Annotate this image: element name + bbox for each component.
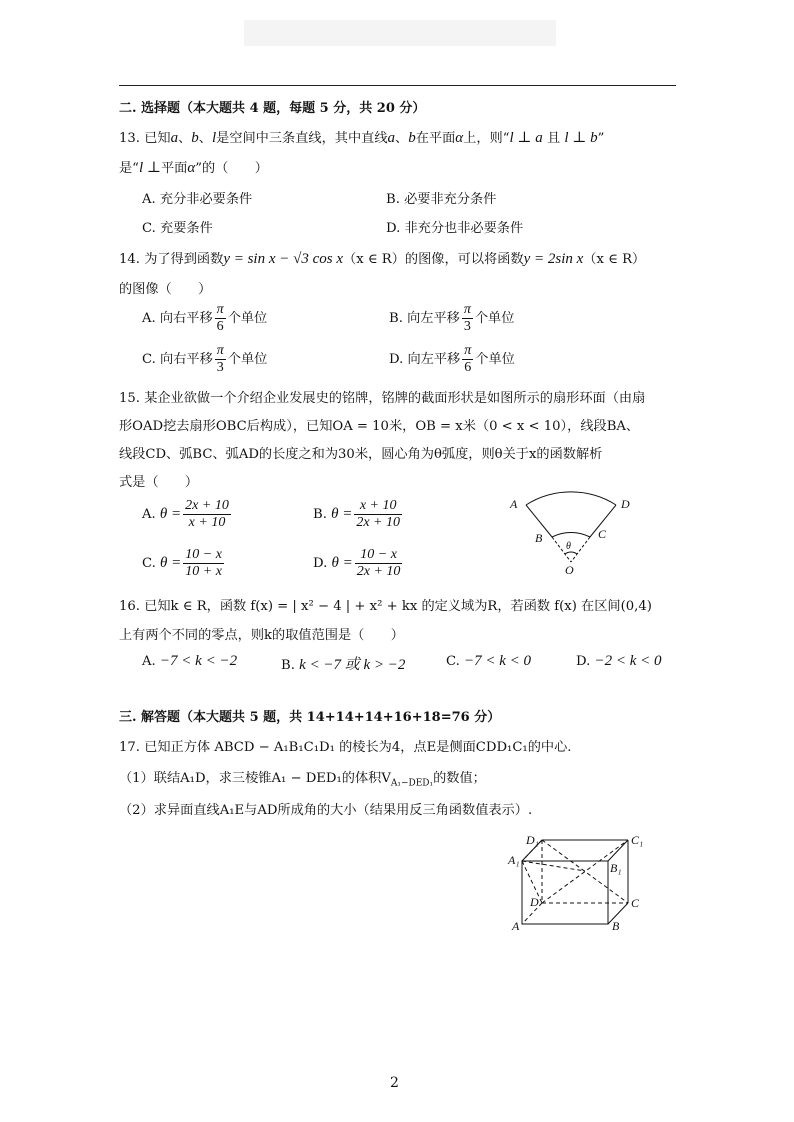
q13-var-alpha: α <box>187 160 196 176</box>
q13-sep: 、 <box>198 131 212 146</box>
q13-var-l: l <box>211 130 217 146</box>
option-label: D. <box>386 221 401 236</box>
fraction-denominator: 2x + 10 <box>356 564 401 579</box>
q13-var-b: b <box>408 130 416 146</box>
q14-text: 为了得到函数 <box>144 252 224 267</box>
option-label: B. <box>313 507 327 522</box>
q15-option-d[interactable] <box>313 547 404 580</box>
q13-option-d[interactable] <box>386 217 523 236</box>
q13-var-a: a <box>387 130 396 146</box>
q14-text: 的图像，可以将函数 <box>404 252 524 267</box>
arc-bc <box>552 532 590 537</box>
question-17-part1 <box>119 767 486 789</box>
q17-text: 已知正方体 ABCD − A₁B₁C₁D₁ 的棱长为4，点E是侧面CDD₁C₁的中心. <box>144 740 572 755</box>
option-text: −2 < k < 0 <box>594 653 662 669</box>
label-C: C <box>631 896 640 910</box>
fraction <box>462 302 473 335</box>
fraction-denominator: 2x + 10 <box>356 515 401 530</box>
q13-text: ” <box>597 131 605 146</box>
fraction <box>183 547 224 580</box>
fraction-denominator: 10 + x <box>185 564 222 579</box>
q14-option-c[interactable] <box>142 343 267 376</box>
option-text: 向右平移 <box>160 352 213 367</box>
q17-part1-end: 的数值； <box>433 771 486 786</box>
option-text: 非充分也非必要条件 <box>404 221 524 236</box>
q16-option-a[interactable] <box>142 653 237 670</box>
option-label: B. <box>281 658 295 673</box>
option-label: D. <box>313 556 328 571</box>
q14-formula1: y = sin x − √3 cos x <box>223 251 344 267</box>
q13-option-b[interactable] <box>386 188 496 207</box>
label-C1: C₁ <box>631 833 644 847</box>
q16-option-c[interactable] <box>446 653 531 670</box>
fraction-numerator: π <box>463 302 471 317</box>
option-label: C. <box>142 352 156 367</box>
question-14-line1 <box>119 248 645 268</box>
q15-option-c[interactable] <box>142 547 226 580</box>
q13-text: 在平面 <box>415 131 456 146</box>
q16-option-b[interactable] <box>281 653 405 674</box>
arc-ad <box>526 492 616 505</box>
edge-c1b1 <box>608 840 628 861</box>
question-13-line1 <box>119 127 604 147</box>
q14-option-a[interactable] <box>142 302 267 335</box>
fraction-denominator: 6 <box>216 319 224 334</box>
radius-oc <box>571 537 590 562</box>
option-text: 充要条件 <box>160 221 213 236</box>
sector-ring-figure <box>500 480 650 580</box>
label-A: A <box>510 497 518 511</box>
q13-and: 且 <box>542 131 565 146</box>
question-16-line1 <box>119 595 652 614</box>
q14-domain1: （x ∈ R） <box>343 252 405 267</box>
q13-text: 上，则“ <box>463 131 510 146</box>
option-lhs: θ = <box>331 506 353 522</box>
option-text: 个单位 <box>474 311 515 326</box>
segment-a1e <box>522 861 585 871</box>
q13-option-a[interactable] <box>142 188 252 207</box>
q15-option-a[interactable] <box>142 498 233 531</box>
question-15-line4: 式是（ ） <box>119 475 199 490</box>
fraction-numerator: 10 − x <box>185 547 222 562</box>
fraction <box>183 498 231 531</box>
label-O: O <box>565 563 574 577</box>
label-A: A <box>512 919 520 933</box>
option-text: 向右平移 <box>159 311 213 326</box>
section-title-choice: 二. 选择题（本大题共 4 题，每题 5 分，共 20 分） <box>119 101 426 116</box>
label-B: B <box>612 919 620 933</box>
fraction-numerator: π <box>216 302 224 317</box>
option-text: 向左平移 <box>407 352 461 367</box>
section-title-answer: 三. 解答题（本大题共 5 题，共 14+14+14+16+18=76 分） <box>119 710 501 725</box>
option-text: 必要非充分条件 <box>404 192 497 207</box>
q13-sep: 、 <box>395 131 409 146</box>
q16-number: 16. <box>119 599 140 614</box>
fraction-denominator: 3 <box>463 319 471 334</box>
option-text: k < −7 或 k > −2 <box>299 657 406 673</box>
option-label: C. <box>142 221 156 236</box>
option-label: A. <box>142 654 156 669</box>
q17-number: 17. <box>119 740 140 755</box>
option-label: A. <box>142 311 156 326</box>
angle-arc <box>565 552 577 554</box>
q13-option-c[interactable] <box>142 217 213 236</box>
q14-formula2: y = 2sin x <box>523 251 584 267</box>
label-C: C <box>598 527 607 541</box>
cube-figure <box>500 826 660 936</box>
label-D1: D₁ <box>526 833 539 847</box>
page-number: 2 <box>390 1075 399 1091</box>
q15-number: 15. <box>119 391 140 406</box>
q16-text: 已知k ∈ R，函数 f(x) = | x² − 4 | + x² + kx 的定义域为R，若函数 f(x) 在区间(0,4) <box>144 599 652 614</box>
label-D: D <box>530 895 539 909</box>
option-label: A. <box>142 507 156 522</box>
fraction-denominator: x + 10 <box>188 515 226 530</box>
option-text: −7 < k < 0 <box>464 653 532 669</box>
option-label: B. <box>386 192 400 207</box>
option-lhs: θ = <box>159 506 182 522</box>
q13-text: 是“ <box>119 161 139 176</box>
q13-var-b: b <box>191 130 199 146</box>
q14-domain2: （x ∈ R） <box>583 252 646 267</box>
q14-option-b[interactable] <box>389 302 514 335</box>
q13-cond1: l ⊥ a <box>509 130 543 146</box>
fraction-numerator: π <box>464 343 472 358</box>
label-D: D <box>621 497 630 511</box>
question-16-line2: 上有两个不同的零点，则k的取值范围是（ ） <box>119 628 404 643</box>
question-17-part2: （2）求异面直线A₁E与AD所成角的大小（结果用反三角函数值表示）. <box>119 803 533 818</box>
option-text: 个单位 <box>475 352 515 367</box>
q13-text: 已知 <box>144 131 171 146</box>
option-text: 个单位 <box>227 311 268 326</box>
q13-var-alpha: α <box>455 130 464 146</box>
question-14-line2: 的图像（ ） <box>119 282 212 297</box>
fraction <box>215 302 226 335</box>
option-text: −7 < k < −2 <box>159 653 238 669</box>
option-text: 个单位 <box>227 352 268 367</box>
label-B: B <box>535 531 543 545</box>
cube-front-face <box>522 861 608 924</box>
q13-cond3: l ⊥ <box>138 160 161 176</box>
q13-text: 平面 <box>160 161 188 176</box>
fraction <box>462 343 473 376</box>
header-rule <box>119 85 676 86</box>
q13-number: 13. <box>119 131 140 146</box>
option-lhs: θ = <box>331 555 353 571</box>
q15-option-b[interactable] <box>313 498 404 531</box>
option-label: D. <box>389 352 404 367</box>
q15-text: 某企业欲做一个介绍企业发展史的铭牌，铭牌的截面形状是如图所示的扇形环面（由扇 <box>144 391 646 406</box>
fraction-numerator: x + 10 <box>354 498 402 515</box>
q16-option-d[interactable] <box>576 653 662 670</box>
fraction-numerator: 10 − x <box>355 547 403 564</box>
q14-number: 14. <box>119 252 140 267</box>
fraction <box>354 498 402 531</box>
label-theta: θ <box>566 541 571 552</box>
q14-option-d[interactable] <box>389 343 515 376</box>
fraction-denominator: 6 <box>464 360 472 375</box>
question-15-line3: 线段CD、弧BC、弧AD的长度之和为30米，圆心角为θ弧度，则θ关于x的函数解析 <box>119 447 603 462</box>
label-A1: A₁ <box>508 853 520 867</box>
q13-sep: 、 <box>178 131 192 146</box>
option-text: 充分非必要条件 <box>159 192 253 207</box>
question-13-line2 <box>119 157 268 177</box>
option-label: B. <box>389 311 403 326</box>
header-placeholder <box>244 20 556 46</box>
question-15-line1 <box>119 387 645 406</box>
q13-text: 是空间中三条直线，其中直线 <box>216 131 388 146</box>
fraction-denominator: 3 <box>216 360 224 375</box>
fraction-numerator: 2x + 10 <box>185 498 229 513</box>
option-label: C. <box>142 556 156 571</box>
option-lhs: θ = <box>160 555 182 571</box>
label-B1: B₁ <box>610 861 622 875</box>
fraction <box>355 547 403 580</box>
question-15-line2: 形OAD挖去扇形OBC后构成），已知OA = 10米，OB = x米（0 < x < 10），线段BA、 <box>119 419 640 434</box>
q13-text: ”的（ ） <box>195 161 268 176</box>
option-label: C. <box>446 654 460 669</box>
option-label: D. <box>576 654 591 669</box>
option-label: A. <box>142 192 156 207</box>
q13-cond2: l ⊥ b <box>564 130 598 146</box>
option-text: 向左平移 <box>407 311 460 326</box>
q17-part1-subscript: A₁−DED₁ <box>390 778 434 789</box>
q17-part1-text: （1）联结A₁D，求三棱锥A₁ − DED₁的体积V <box>119 771 391 786</box>
question-17-line1 <box>119 736 571 755</box>
fraction-numerator: π <box>216 343 224 358</box>
fraction <box>215 343 226 376</box>
q13-var-a: a <box>170 130 179 146</box>
